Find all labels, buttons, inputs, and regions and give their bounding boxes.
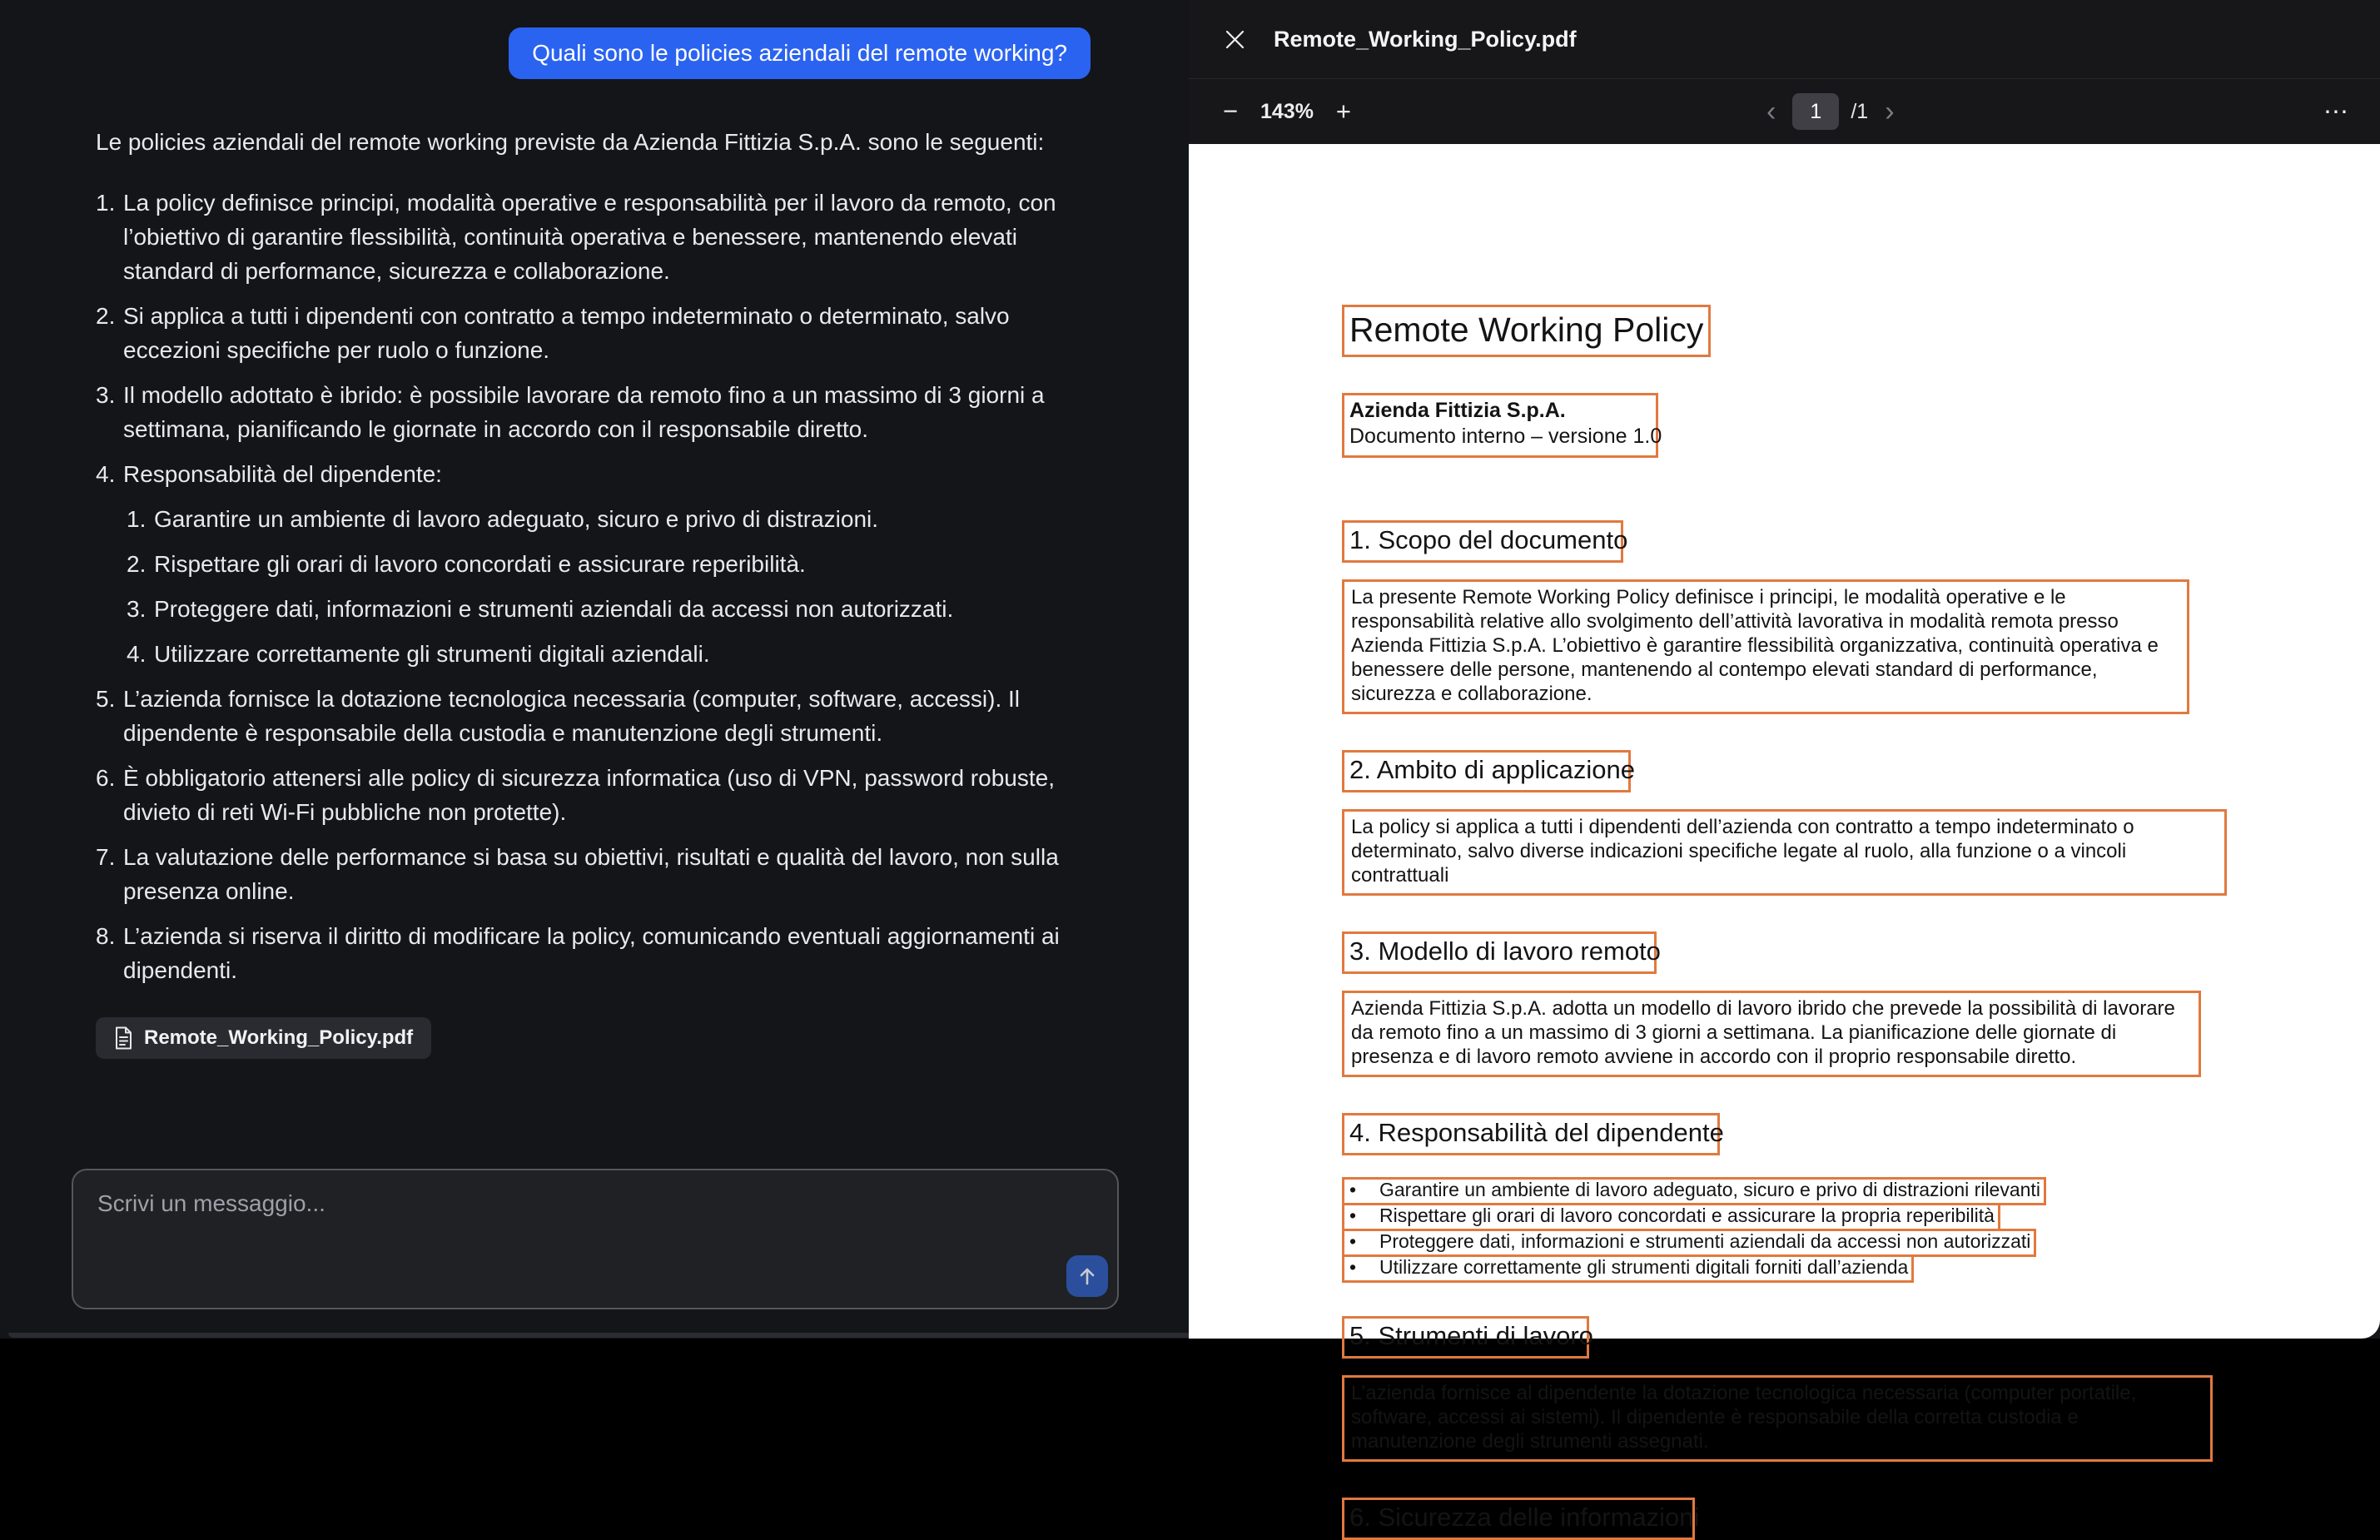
chat-panel <box>0 0 1189 1339</box>
list-item <box>96 682 1078 750</box>
section-heading: 4. Responsabilità del dipendente <box>1349 1118 1724 1147</box>
bullet-marker: • <box>1349 1205 1357 1226</box>
list-item-text: È obbligatorio attenersi alle policy di sicurezza informatica (uso di VPN, password robuste, divieto di reti Wi-Fi pubbliche non protette). <box>123 765 1055 825</box>
chat-message-list <box>0 0 1189 1169</box>
list-item-text: Si applica a tutti i dipendenti con contratto a tempo indeterminato o determinato, salvo eccezioni specifiche per ruolo o funzione. <box>123 303 1010 363</box>
section-paragraph-annotation: Azienda Fittizia S.p.A. adotta un modello di lavoro ibrido che prevede la possibilità di lavorare da remoto fino a un massimo di 3 giorni a settimana. La pianificazione delle giornate di presenza e di lavoro remoto avviene in accordo con il proprio responsabile diretto. <box>1342 991 2201 1077</box>
assistant-nested-list <box>127 502 1078 671</box>
list-item-text: Proteggere dati, informazioni e strumenti aziendali da accessi non autorizzati. <box>154 596 954 622</box>
zoom-out-button[interactable]: − <box>1212 93 1249 130</box>
bullet-marker: • <box>1349 1230 1357 1252</box>
message-input[interactable] <box>72 1169 1119 1309</box>
list-item-text: La policy definisce principi, modalità operative e responsabilità per il lavoro da remoto, con l’obiettivo di garantire flessibilità, continuità operativa e benessere, mantenendo elevati standard di performance, sicurezza e collaborazione. <box>123 190 1056 284</box>
arrow-up-icon <box>1076 1265 1098 1287</box>
list-item-number: 3. <box>127 596 147 622</box>
close-button[interactable] <box>1220 25 1249 53</box>
section-heading-annotation <box>1342 520 1628 563</box>
doc-meta-annotation <box>1342 393 1662 458</box>
section-heading-annotation <box>1342 931 1661 974</box>
nested-list-item <box>127 502 1078 536</box>
section-heading: 3. Modello di lavoro remoto <box>1349 936 1661 966</box>
list-item-text: Garantire un ambiente di lavoro adeguato, sicuro e privo di distrazioni. <box>154 506 879 532</box>
list-item-text: Rispettare gli orari di lavoro concordati e assicurare reperibilità. <box>154 551 806 577</box>
page-number-input[interactable]: 1 <box>1792 93 1839 130</box>
list-item-number: 7. <box>96 844 116 870</box>
bullet-text: Garantire un ambiente di lavoro adeguato, sicuro e privo di distrazioni rilevanti <box>1379 1179 2040 1200</box>
list-item-number: 4. <box>127 641 147 667</box>
section-heading-annotation <box>1342 1498 1700 1540</box>
bullet-marker: • <box>1349 1256 1357 1278</box>
list-item-number: 3. <box>96 382 116 408</box>
doc-company: Azienda Fittizia S.p.A. <box>1349 399 1566 422</box>
zoom-controls <box>1212 79 1362 144</box>
doc-title-annotation <box>1342 305 1711 357</box>
section-heading: 5. Strumenti di lavoro <box>1349 1321 1593 1350</box>
more-options-button[interactable] <box>2318 79 2355 144</box>
close-icon <box>1225 30 1245 49</box>
list-item <box>96 840 1078 908</box>
bullet-text: Proteggere dati, informazioni e strumenti aziendali da accessi non autorizzati <box>1379 1230 2031 1252</box>
pdf-toolbar <box>1189 79 2380 144</box>
assistant-numbered-list <box>96 186 1078 998</box>
list-item-number: 5. <box>96 686 116 712</box>
bullet-annotation <box>1342 1229 2036 1257</box>
page-total: /1 <box>1851 99 1869 123</box>
section-heading-annotation <box>1342 1316 1593 1359</box>
page-navigation <box>1761 79 1900 144</box>
bullet-text: Rispettare gli orari di lavoro concordati e assicurare la propria reperibilità <box>1379 1205 1995 1226</box>
section-heading-annotation <box>1342 1113 1724 1155</box>
zoom-in-button[interactable]: + <box>1325 93 1362 130</box>
file-text-icon <box>114 1026 133 1050</box>
list-item-text: Responsabilità del dipendente: <box>123 461 442 487</box>
list-item-number: 2. <box>127 551 147 577</box>
bullet-annotation <box>1342 1203 2000 1231</box>
list-item <box>96 299 1078 367</box>
doc-title: Remote Working Policy <box>1349 310 1704 349</box>
bullet-marker: • <box>1349 1179 1357 1200</box>
section-heading: 2. Ambito di applicazione <box>1349 755 1635 784</box>
nested-list-item <box>127 547 1078 581</box>
send-button[interactable] <box>1066 1255 1108 1297</box>
section-paragraph-annotation: La policy si applica a tutti i dipendenti dell’azienda con contratto a tempo indeterminato o determinato, salvo diverse indicazioni specifiche legate al ruolo, alla funzione o a vincoli contrattuali <box>1342 809 2227 896</box>
pdf-page[interactable] <box>1189 144 2380 1532</box>
nested-list-item <box>127 592 1078 626</box>
list-item <box>96 457 1078 491</box>
section-paragraph-annotation: L’azienda fornisce al dipendente la dotazione tecnologica necessaria (computer portatile, software, accessi ai sistemi). Il dipendente è responsabile della corretta custodia e manutenzione degli strumenti assegnati. <box>1342 1375 2213 1462</box>
pdf-viewer-header <box>1189 0 2380 79</box>
attachment-chip[interactable] <box>96 1017 431 1059</box>
nested-list-item <box>127 637 1078 671</box>
list-item-number: 2. <box>96 303 116 329</box>
bullet-annotation <box>1342 1177 2046 1205</box>
list-item-number: 4. <box>96 461 116 487</box>
chevron-left-icon[interactable]: ‹ <box>1761 97 1781 126</box>
list-item-text: La valutazione delle performance si basa su obiettivi, risultati e qualità del lavoro, non sulla presenza online. <box>123 844 1059 904</box>
list-item-text: Utilizzare correttamente gli strumenti digitali aziendali. <box>154 641 710 667</box>
chevron-right-icon[interactable]: › <box>1880 97 1899 126</box>
section-heading: 6. Sicurezza delle informazioni <box>1349 1503 1700 1532</box>
bullet-annotation <box>1342 1254 1914 1283</box>
doc-version: Documento interno – versione 1.0 <box>1349 425 1662 448</box>
list-item-text: L’azienda si riserva il diritto di modificare la policy, comunicando eventuali aggiornamenti ai dipendenti. <box>123 923 1060 983</box>
section-bullet-list <box>1342 1177 2330 1283</box>
list-item-number: 1. <box>127 506 147 532</box>
message-input-placeholder: Scrivi un messaggio... <box>97 1190 325 1216</box>
bullet-text: Utilizzare correttamente gli strumenti digitali forniti dall’azienda <box>1379 1256 1909 1278</box>
user-message-bubble: Quali sono le policies aziendali del remote working? <box>509 27 1091 79</box>
list-item-text: Il modello adottato è ibrido: è possibile lavorare da remoto fino a un massimo di 3 giorni a settimana, pianificando le giornate in accordo con il responsabile diretto. <box>123 382 1045 442</box>
section-heading: 1. Scopo del documento <box>1349 525 1628 554</box>
attachment-filename: Remote_Working_Policy.pdf <box>144 1026 414 1049</box>
list-item <box>96 378 1078 446</box>
zoom-level: 143% <box>1260 99 1314 123</box>
section-paragraph-annotation: La presente Remote Working Policy definisce i principi, le modalità operative e le responsabilità relative allo svolgimento dell’attività lavorativa in modalità remota presso Azienda Fittizia S.p.A. L’obiettivo è garantire flessibilità organizzativa, continuità operativa e benessere delle persone, mantenendo al contempo elevati standard di performance, sicurezza e collaborazione. <box>1342 579 2189 714</box>
assistant-message-intro: Le policies aziendali del remote working previste da Azienda Fittizia S.p.A. sono le seguenti: <box>96 129 1045 155</box>
section-heading-annotation <box>1342 750 1635 792</box>
list-item-number: 6. <box>96 765 116 791</box>
list-item-text: L’azienda fornisce la dotazione tecnologica necessaria (computer, software, accessi). Il dipendente è responsabile della custodia e manutenzione degli strumenti. <box>123 686 1021 746</box>
list-item-number: 1. <box>96 190 116 216</box>
list-item-number: 8. <box>96 923 116 949</box>
list-item <box>96 761 1078 829</box>
list-item <box>96 186 1078 288</box>
ellipsis-icon: ⋯ <box>2323 97 2350 126</box>
pdf-viewer-panel <box>1189 0 2380 1532</box>
pdf-filename-title: Remote_Working_Policy.pdf <box>1274 26 1577 52</box>
list-item <box>96 919 1078 987</box>
